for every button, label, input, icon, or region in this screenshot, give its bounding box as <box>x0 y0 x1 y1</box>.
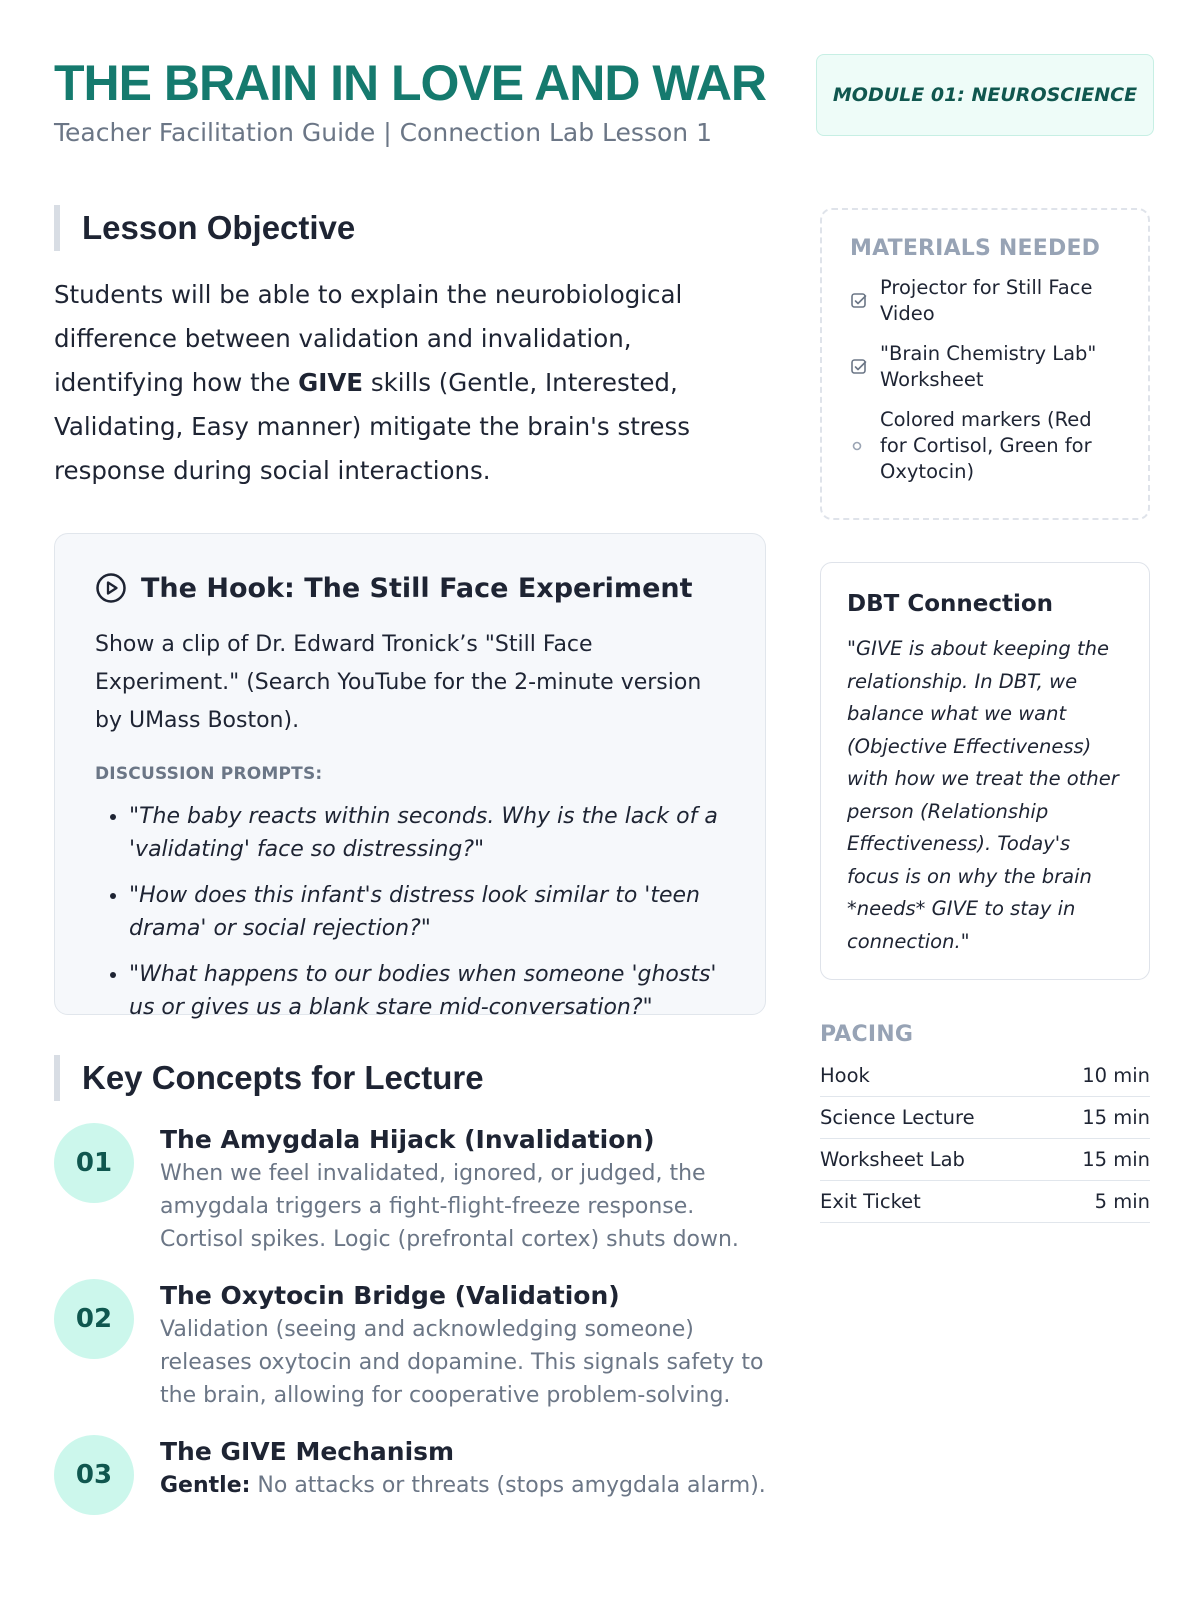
materials-card <box>820 208 1150 520</box>
material-text: Colored markers (Red for Cortisol, Green for Oxytocin) <box>880 408 1092 483</box>
concept-title: The GIVE Mechanism <box>160 1437 455 1466</box>
pacing-time: 15 min <box>1082 1106 1150 1129</box>
objective-text-start: Students will be able to explain the neurobiological difference between validation and invalidation, identifying how the <box>54 280 683 397</box>
pacing-section <box>820 1022 1150 1223</box>
pacing-table <box>820 1055 1150 1223</box>
pacing-time: 5 min <box>1094 1190 1150 1213</box>
prompts-list <box>95 800 725 1024</box>
objective-heading: Lesson Objective <box>54 205 766 251</box>
material-text: Projector for Still Face Video <box>880 276 1093 325</box>
page-title: THE BRAIN IN LOVE AND WAR <box>54 55 767 111</box>
dot-icon <box>850 437 868 455</box>
main-column <box>54 205 766 1538</box>
objective-text-bold: GIVE <box>298 368 364 397</box>
concept-description-bold: Gentle: <box>160 1473 251 1498</box>
concept-item <box>54 1279 766 1412</box>
prompts-label: DISCUSSION PROMPTS: <box>95 764 323 784</box>
materials-list <box>850 275 1122 485</box>
pacing-activity: Science Lecture <box>820 1106 975 1129</box>
objective-text-end: skills (Gentle, Interested, Validating, Easy manner) mitigate the brain's stress response during social interactions. <box>54 368 690 485</box>
concept-title: The Oxytocin Bridge (Validation) <box>160 1281 620 1310</box>
pacing-row <box>820 1181 1150 1223</box>
hook-body: Show a clip of Dr. Edward Tronick’s "Still Face Experiment." (Search YouTube for the 2-minute version by UMass Boston). <box>95 632 702 733</box>
objective-text <box>54 273 766 493</box>
pacing-time: 10 min <box>1082 1064 1150 1087</box>
prompt-item: • "What happens to our bodies when someone 'ghosts' us or gives us a blank stare mid-conversation?" <box>129 958 725 1024</box>
hook-title: The Hook: The Still Face Experiment <box>141 572 693 604</box>
material-text: "Brain Chemistry Lab" Worksheet <box>880 342 1097 391</box>
concept-item <box>54 1435 766 1515</box>
pacing-activity: Exit Ticket <box>820 1190 921 1213</box>
module-badge: MODULE 01: NEUROSCIENCE <box>816 54 1154 136</box>
page-header <box>54 50 1164 160</box>
dbt-title: DBT Connection <box>847 591 1054 617</box>
pacing-time: 15 min <box>1082 1148 1150 1171</box>
prompt-item: • "How does this infant's distress look similar to 'teen drama' or social rejection?" <box>129 879 725 945</box>
prompt-item: • "The baby reacts within seconds. Why is the lack of a 'validating' face so distressing?" <box>129 800 725 866</box>
pacing-row <box>820 1055 1150 1097</box>
pacing-label: PACING <box>820 1022 914 1047</box>
concept-description <box>160 1469 766 1502</box>
concept-title: The Amygdala Hijack (Invalidation) <box>160 1125 655 1154</box>
concept-description-text: No attacks or threats (stops amygdala alarm). <box>250 1473 766 1498</box>
pacing-row <box>820 1139 1150 1181</box>
concept-item <box>54 1123 766 1256</box>
checkbox-icon <box>850 358 868 376</box>
page-subtitle: Teacher Facilitation Guide | Connection Lab Lesson 1 <box>54 118 712 147</box>
key-concepts-heading: Key Concepts for Lecture <box>54 1055 766 1101</box>
hook-title-row <box>95 572 725 604</box>
checkbox-icon <box>850 292 868 310</box>
dbt-connection-card <box>820 562 1150 980</box>
pacing-row <box>820 1097 1150 1139</box>
concept-number: 02 <box>54 1279 134 1359</box>
pacing-activity: Hook <box>820 1064 870 1087</box>
hook-card <box>54 533 766 1020</box>
pacing-activity: Worksheet Lab <box>820 1148 965 1171</box>
concept-description: When we feel invalidated, ignored, or judged, the amygdala triggers a fight-flight-freeze response. Cortisol spikes. Logic (prefrontal cortex) shuts down. <box>160 1161 739 1252</box>
play-circle-icon <box>95 572 127 604</box>
dbt-quote: "GIVE is about keeping the relationship. In DBT, we balance what we want (Objective Effectiveness) with how we treat the other person (Relationship Effectiveness). Today's focus is on why the brain *needs* GIVE to stay in connection." <box>847 637 1119 953</box>
sidebar <box>820 208 1150 1223</box>
materials-label: MATERIALS NEEDED <box>850 236 1101 261</box>
concept-description: Validation (seeing and acknowledging someone) releases oxytocin and dopamine. This signals safety to the brain, allowing for cooperative problem-solving. <box>160 1317 764 1408</box>
material-item <box>850 275 1122 327</box>
material-item <box>850 407 1122 485</box>
concept-list <box>54 1123 766 1515</box>
material-item <box>850 341 1122 393</box>
concept-number: 01 <box>54 1123 134 1203</box>
concept-number: 03 <box>54 1435 134 1515</box>
